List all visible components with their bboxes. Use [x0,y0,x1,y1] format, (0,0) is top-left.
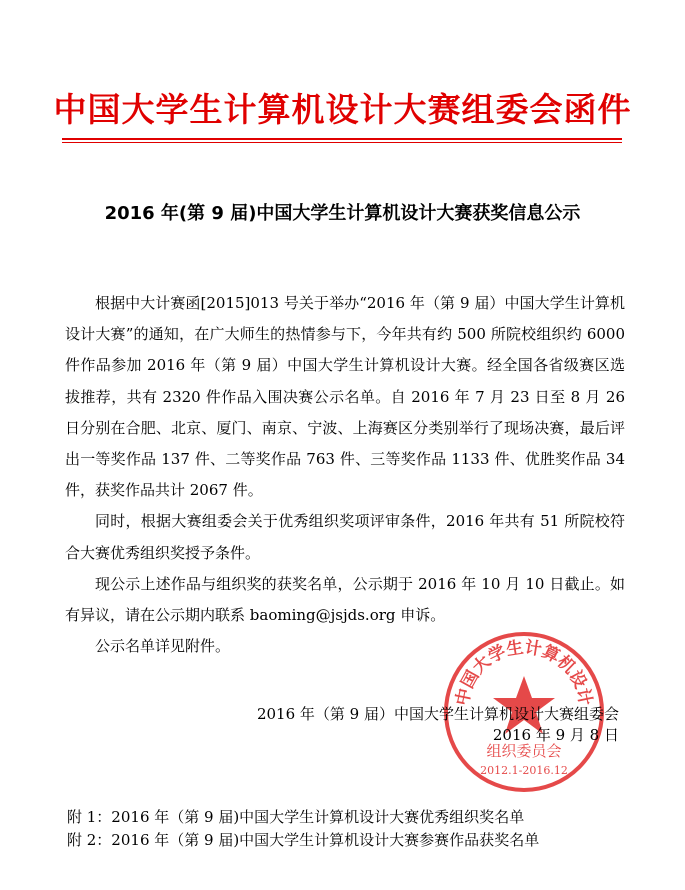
paragraph-attachment-note: 公示名单详见附件。 [95,637,231,656]
signature-organization: 2016 年（第 9 届）中国大学生计算机设计大赛组委会 [256,705,619,723]
letterhead-rule-thin [62,142,622,143]
letterhead-title: 中国大学生计算机设计大赛组委会函件 [53,90,632,129]
paragraph-intro: 根据中大计赛函[2015]013 号关于举办“2016 年（第 9 届）中国大学生计算机设计大赛”的通知，在广大师生的热情参与下，今年共有约 500 所院校组织约 6000 件作品参加 2016 年（第 9 届）中国大学生计算机设计大赛。经全国各省级赛区选拔推荐，共有 2320 件作品入围决赛公示名单。自 2016 年 7 月 23 日至 8 月 26 日分别在合肥、北京、厦门、南京、宁波、上海赛区分类别举行了现场决赛，最后评出一等奖作品 137 件、二等奖作品 763 件、三等奖作品 1133 件、优胜奖作品 34 件，获奖作品共计 2067 件。 [65,294,625,500]
letterhead-rule [62,138,622,140]
document-title: 2016 年(第 9 届)中国大学生计算机设计大赛获奖信息公示 [104,203,581,224]
paragraph-organization-award: 同时，根据大赛组委会关于优秀组织奖项评审条件，2016 年共有 51 所院校符合大赛优秀组织奖授予条件。 [65,512,625,562]
attachment-1: 附 1：2016 年（第 9 届)中国大学生计算机设计大赛优秀组织奖名单 [67,808,525,826]
paragraph-notice-period: 现公示上述作品与组织奖的获奖名单，公示期于 2016 年 10 月 10 日截止。如有异议，请在公示期内联系 baoming@jsjds.org 申诉。 [65,574,625,625]
document-body [65,288,625,662]
seal-arc-text: 中国大学生计算机设计 [452,637,596,708]
attachment-2: 附 2：2016 年（第 9 届)中国大学生计算机设计大赛参赛作品获奖名单 [67,831,540,849]
seal-bottom-text: 2012.1-2016.12 [480,764,568,777]
signature-date: 2016 年 9 月 8 日 [492,726,619,744]
seal-center-text: 组织委员会 [486,742,562,760]
